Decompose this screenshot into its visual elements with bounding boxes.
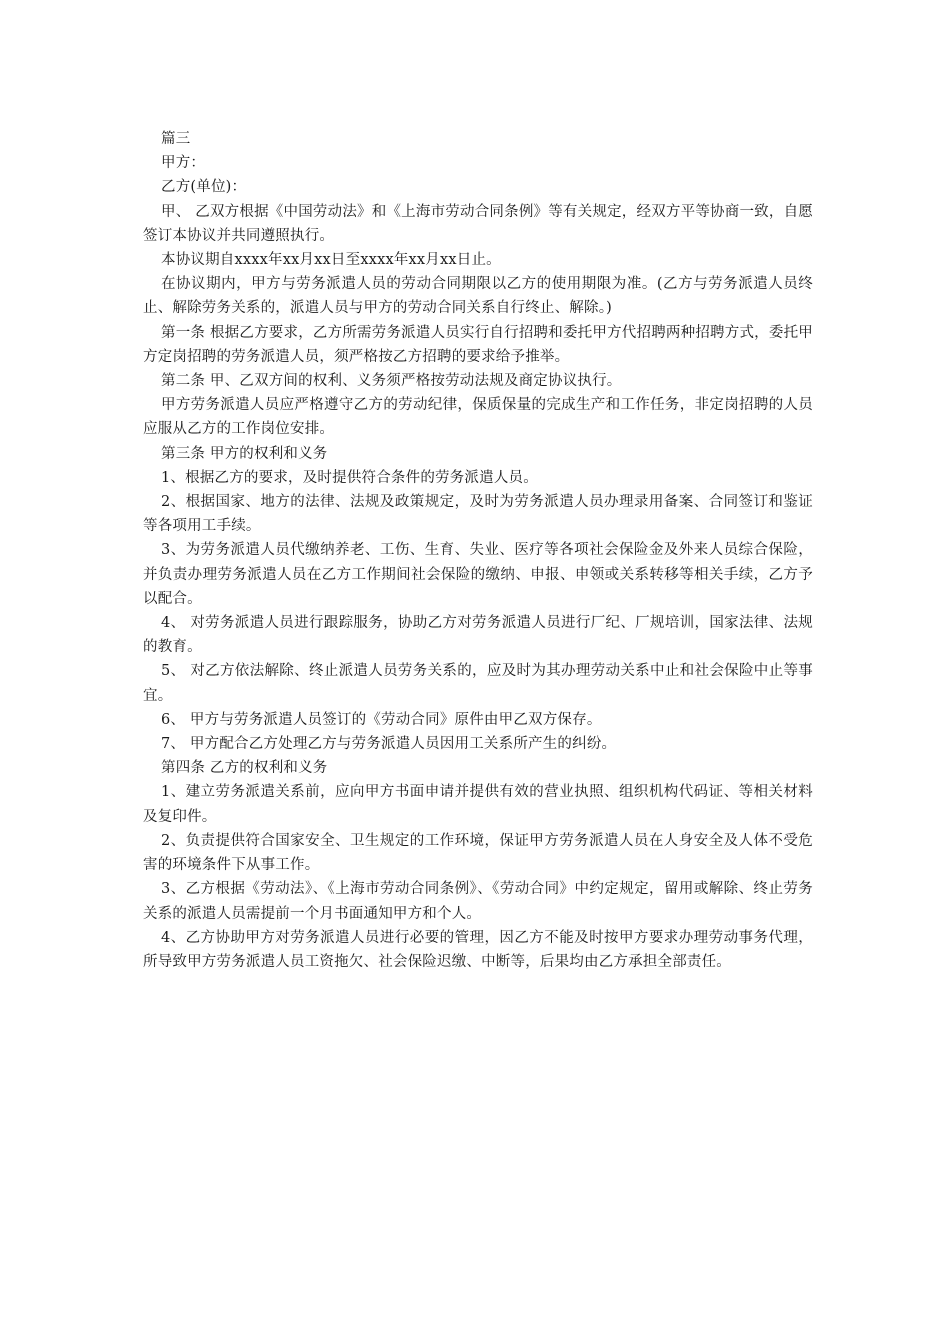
- article-3-item-3: 3、为劳务派遣人员代缴纳养老、工伤、生育、失业、医疗等各项社会保险金及外来人员综合保险，并负责办理劳务派遣人员在乙方工作期间社会保险的缴纳、申报、申领或关系转移等相关手续，乙方予以配合。: [143, 542, 813, 607]
- article-3-item-5: 5、 对乙方依法解除、终止派遣人员劳务关系的，应及时为其办理劳动关系中止和社会保险中止等事宜。: [143, 663, 813, 704]
- term-paragraph: 本协议期自xxxx年xx月xx日至xxxx年xx月xx日止。: [161, 252, 501, 269]
- article-3-item-1: 1、根据乙方的要求，及时提供符合条件的劳务派遣人员。: [161, 469, 538, 486]
- article-4-item-3: 3、乙方根据《劳动法》、《上海市劳动合同条例》、《劳动合同》中约定规定，留用或解除、终止劳务关系的派遣人员需提前一个月书面通知甲方和个人。: [143, 881, 813, 922]
- article-4-heading: 第四条 乙方的权利和义务: [161, 760, 328, 777]
- document-body: [143, 127, 813, 974]
- article-3-item-7: 7、 甲方配合乙方处理乙方与劳务派遣人员因用工关系所产生的纠纷。: [161, 736, 617, 753]
- article-3-heading: 第三条 甲方的权利和义务: [161, 445, 328, 462]
- preamble-paragraph: 甲、 乙双方根据《中国劳动法》和《上海市劳动合同条例》等有关规定，经双方平等协商一致，自愿签订本协议并共同遵照执行。: [143, 203, 813, 244]
- article-4-item-1: 1、建立劳务派遣关系前，应向甲方书面申请并提供有效的营业执照、组织机构代码证、等相关材料及复印件。: [143, 784, 813, 825]
- party-a-line: 甲方：: [161, 155, 206, 172]
- article-1-paragraph: 第一条 根据乙方要求，乙方所需劳务派遣人员实行自行招聘和委托甲方代招聘两种招聘方式，委托甲方定岗招聘的劳务派遣人员，须严格按乙方招聘的要求给予推举。: [143, 324, 813, 365]
- article-4-item-4: 4、乙方协助甲方对劳务派遣人员进行必要的管理，因乙方不能及时按甲方要求办理劳动事务代理，所导致甲方劳务派遣人员工资拖欠、社会保险迟缴、中断等，后果均由乙方承担全部责任。: [143, 929, 813, 970]
- article-2-paragraph: 第二条 甲、乙双方间的权利、义务须严格按劳动法规及商定协议执行。: [161, 373, 622, 390]
- article-3-item-4: 4、 对劳务派遣人员进行跟踪服务，协助乙方对劳务派遣人员进行厂纪、厂规培训，国家法律、法规的教育。: [143, 615, 813, 656]
- article-3-item-6: 6、 甲方与劳务派遣人员签订的《劳动合同》原件由甲乙双方保存。: [161, 711, 602, 728]
- article-3-item-2: 2、根据国家、地方的法律、法规及政策规定，及时为劳务派遣人员办理录用备案、合同签订和鉴证等各项用工手续。: [143, 494, 813, 535]
- discipline-paragraph: 甲方劳务派遣人员应严格遵守乙方的劳动纪律，保质保量的完成生产和工作任务，非定岗招聘的人员应服从乙方的工作岗位安排。: [143, 397, 813, 438]
- section-title: 篇三: [161, 131, 191, 147]
- term-detail-paragraph: 在协议期内，甲方与劳务派遣人员的劳动合同期限以乙方的使用期限为准。(乙方与劳务派遣人员终止、解除劳务关系的，派遣人员与甲方的劳动合同关系自行终止、解除。): [143, 276, 813, 317]
- article-4-item-2: 2、负责提供符合国家安全、卫生规定的工作环境，保证甲方劳务派遣人员在人身安全及人体不受危害的环境条件下从事工作。: [143, 832, 813, 874]
- party-b-line: 乙方(单位)：: [161, 179, 247, 196]
